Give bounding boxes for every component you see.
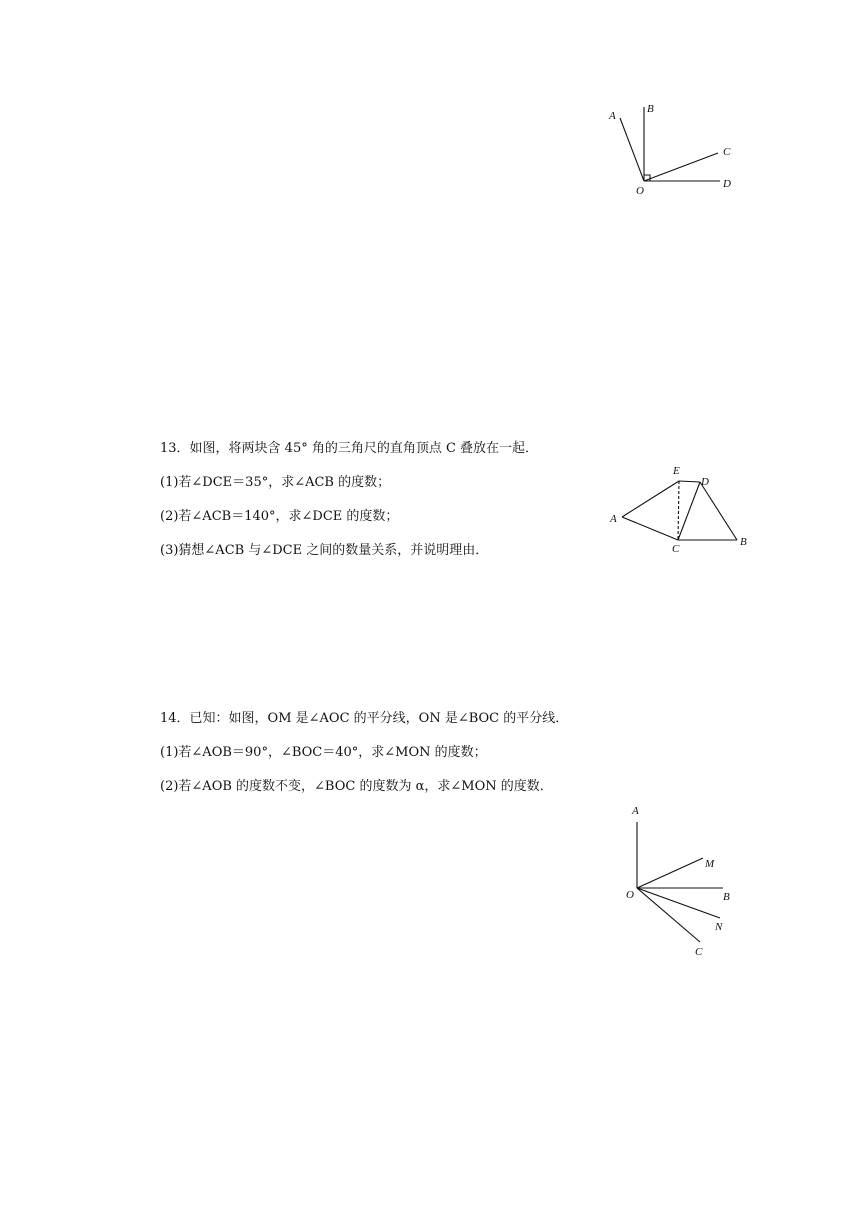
label-c: C [723, 146, 731, 158]
label-d: D [701, 476, 709, 488]
q14-part-2: (2)若∠AOB 的度数不变，∠BOC 的度数为 α，求∠MON 的度数． [160, 779, 553, 794]
segment-ac [622, 517, 678, 540]
label-c: C [695, 946, 703, 958]
label-b: B [723, 891, 730, 903]
label-b: B [647, 103, 654, 115]
segment-db [700, 482, 737, 540]
q14-part-1: (1)若∠AOB＝90°，∠BOC＝40°，求∠MON 的度数； [160, 745, 487, 760]
label-a: A [632, 805, 639, 817]
label-b: B [740, 536, 747, 548]
figure-angle-bisectors [615, 800, 755, 965]
ray-om [637, 858, 703, 888]
q13-part-3: (3)猜想∠ACB 与∠DCE 之间的数量关系，并说明理由． [160, 543, 489, 558]
label-a: A [609, 110, 616, 122]
label-n: N [715, 921, 723, 933]
q13-part-2: (2)若∠ACB＝140°，求∠DCE 的度数； [160, 509, 399, 524]
label-e: E [673, 465, 680, 477]
figure-triangles [600, 460, 760, 560]
label-c: C [672, 543, 680, 555]
figure-angle-aobcd [600, 95, 750, 205]
ray-oa [620, 118, 644, 181]
segment-ec-dashed [678, 481, 679, 540]
q13-part-1: (1)若∠DCE＝35°，求∠ACB 的度数； [160, 475, 391, 490]
q14-title: 14．已知：如图，OM 是∠AOC 的平分线，ON 是∠BOC 的平分线． [160, 711, 569, 726]
label-m: M [705, 858, 715, 870]
label-o: O [626, 889, 634, 901]
q13-title: 13．如图，将两块含 45° 角的三角尺的直角顶点 C 叠放在一起． [160, 441, 539, 456]
segment-cd [678, 482, 700, 540]
label-o: O [636, 185, 644, 197]
label-a: A [610, 513, 617, 525]
segment-ed [679, 481, 700, 482]
ray-oc [644, 153, 718, 181]
label-d: D [723, 178, 731, 190]
ray-on [637, 888, 720, 918]
ray-oc [637, 888, 700, 942]
segment-ae [622, 481, 679, 517]
